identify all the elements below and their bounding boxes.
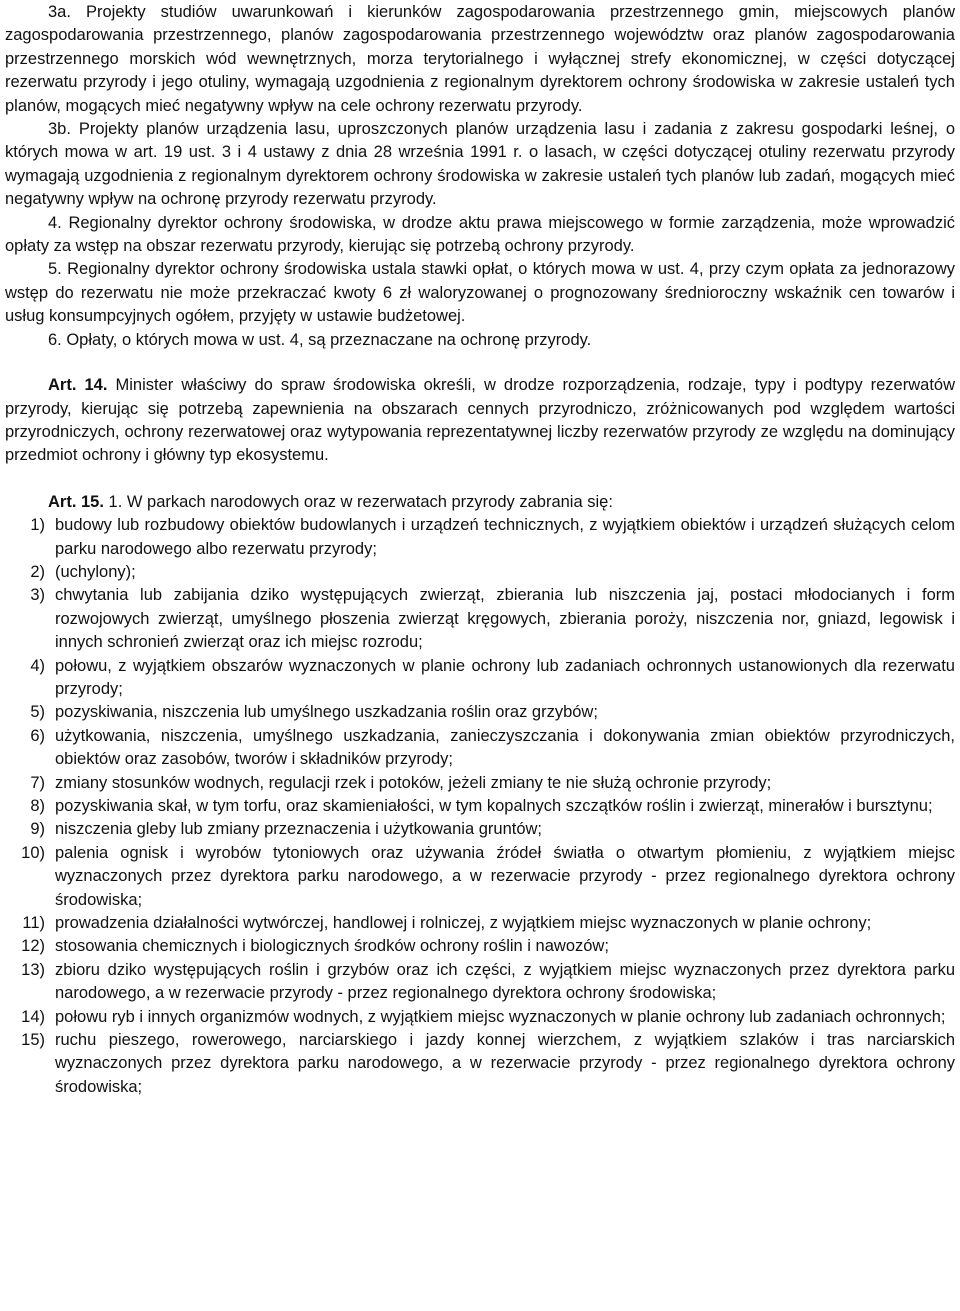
list-item-number: 5) <box>30 703 45 722</box>
list-item <box>5 912 955 935</box>
list-item-number: 15) <box>21 1031 45 1050</box>
list-item-number: 7) <box>30 773 45 792</box>
article-15-list <box>5 514 955 1099</box>
list-item-text: (uchylony); <box>55 562 136 581</box>
list-item-number: 13) <box>21 960 45 979</box>
article-15-intro <box>5 491 955 514</box>
list-item-text: pozyskiwania, niszczenia lub umyślnego uszkadzania roślin oraz grzybów; <box>55 703 598 722</box>
list-item-number: 12) <box>21 937 45 956</box>
list-item-text: zmiany stosunków wodnych, regulacji rzek i potoków, jeżeli zmiany te nie służą ochronie przyrody; <box>55 773 772 792</box>
list-item-text: pozyskiwania skał, w tym torfu, oraz skamieniałości, w tym kopalnych szczątków roślin i zwierząt, minerałów i bursztynu; <box>55 797 933 815</box>
list-item-text: zbioru dziko występujących roślin i grzybów oraz ich części, z wyjątkiem miejsc wyznaczonych przez dyrektora parku narodowego, a w rezerwacie przyrody - przez regionalnego dyrektora ochrony środowiska; <box>55 960 955 1003</box>
list-item-text: chwytania lub zabijania dziko występujących zwierząt, zbierania lub niszczenia jaj, postaci młodocianych i form rozwojowych zwierząt, umyślnego płoszenia zwierząt kręgowych, zbierania poroży, niszczenia nor, gniazd, legowisk i innych schronień zwierząt oraz ich miejsc rozrodu; <box>55 586 955 652</box>
list-item-number: 11) <box>22 914 45 933</box>
list-item-number: 4) <box>30 656 45 675</box>
list-item-text: prowadzenia działalności wytwórczej, handlowej i rolniczej, z wyjątkiem miejsc wyznaczonych w planie ochrony; <box>55 914 872 933</box>
paragraph-5: 5. Regionalny dyrektor ochrony środowiska ustala stawki opłat, o których mowa w ust. 4, przy czym opłata za jednorazowy wstęp do rezerwatu nie może przekraczać kwoty 6 zł waloryzowanej o prognozowany średnioroczny wskaźnik cen towarów i usług konsumpcyjnych ogółem, przyjęty w ustawie budżetowej. <box>5 260 955 326</box>
article-15-text: 1. W parkach narodowych oraz w rezerwatach przyrody zabrania się: <box>103 492 613 511</box>
list-item <box>5 959 955 1006</box>
list-item-text: połowu, z wyjątkiem obszarów wyznaczonych w planie ochrony lub zadaniach ochronnych ustanowionych dla rezerwatu przyrody; <box>55 656 955 698</box>
list-item-text: budowy lub rozbudowy obiektów budowlanych i urządzeń technicznych, z wyjątkiem obiektów i urządzeń służących celom parku narodowego albo rezerwatu przyrody; <box>55 516 955 558</box>
list-item <box>5 584 955 654</box>
list-item-number: 1) <box>30 516 45 535</box>
list-item <box>5 655 955 702</box>
article-14-label: Art. 14. <box>48 376 108 395</box>
list-item-number: 10) <box>21 843 45 862</box>
spacer <box>5 352 955 374</box>
list-item-number: 8) <box>30 797 45 815</box>
list-item <box>5 935 955 958</box>
list-item-number: 2) <box>30 562 45 581</box>
article-14 <box>5 374 955 468</box>
list-item <box>5 1029 955 1099</box>
list-item <box>5 795 955 818</box>
paragraph-3b: 3b. Projekty planów urządzenia lasu, uproszczonych planów urządzenia lasu i zadania z zakresu gospodarki leśnej, o których mowa w art. 19 ust. 3 i 4 ustawy z dnia 28 września 1991 r. o lasach, w części dotyczącej otuliny rezerwatu przyrody wymagają uzgodnienia z regionalnym dyrektorem ochrony środowiska w zakresie ustaleń tych planów lub zadań, mogących mieć negatywny wpływ na ochronę przyrody rezerwatu przyrody. <box>5 120 955 209</box>
list-item-text: połowu ryb i innych organizmów wodnych, z wyjątkiem miejsc wyznaczonych w planie ochrony lub zadaniach ochronnych; <box>55 1007 946 1026</box>
list-item <box>5 514 955 561</box>
article-14-text: Minister właściwy do spraw środowiska określi, w drodze rozporządzenia, rodzaje, typy i podtypy rezerwatów przyrody, kierując się potrzebą zapewnienia na obszarach cennych przyrodniczo, zróżnicowanych pod względem wartości przyrodniczych, ochrony rezerwatowej oraz wytypowania reprezentatywnej liczby rezerwatów przyrody ze względu na dominujący przedmiot ochrony i główny typ ekosystemu. <box>5 376 955 465</box>
article-15-label: Art. 15. <box>48 492 104 511</box>
list-item <box>5 725 955 772</box>
list-item <box>5 842 955 912</box>
paragraph-4: 4. Regionalny dyrektor ochrony środowiska, w drodze aktu prawa miejscowego w formie zarządzenia, może wprowadzić opłaty za wstęp na obszar rezerwatu przyrody, kierując się potrzebą ochrony przyrody. <box>5 213 955 256</box>
list-item-number: 3) <box>30 586 45 605</box>
paragraph-3a: 3a. Projekty studiów uwarunkowań i kierunków zagospodarowania przestrzennego gmin, miejscowych planów zagospodarowania przestrzennego, planów zagospodarowania przestrzennego województw oraz planów zagospodarowania przestrzennego morskich wód wewnętrznych, morza terytorialnego i wyłącznej strefy ekonomicznej, w części dotyczącej rezerwatu przyrody i jego otuliny, wymagają uzgodnienia z regionalnym dyrektorem ochrony środowiska w zakresie ustaleń tych planów, mogących mieć negatywny wpływ na cele ochrony rezerwatu przyrody. <box>5 3 955 115</box>
list-item-number: 14) <box>21 1007 45 1026</box>
list-item <box>5 818 955 841</box>
list-item-number: 9) <box>30 820 45 839</box>
list-item <box>5 561 955 584</box>
spacer <box>5 468 955 491</box>
paragraph-6: 6. Opłaty, o których mowa w ust. 4, są przeznaczane na ochronę przyrody. <box>48 330 592 349</box>
list-item-text: stosowania chemicznych i biologicznych środków ochrony roślin i nawozów; <box>55 937 609 956</box>
list-item <box>5 1006 955 1029</box>
list-item <box>5 772 955 795</box>
list-item-text: użytkowania, niszczenia, umyślnego uszkadzania, zanieczyszczania i dokonywania zmian obiektów przyrodniczych, obiektów oraz zasobów, tworów i składników przyrody; <box>55 726 955 769</box>
list-item-number: 6) <box>30 726 45 745</box>
list-item <box>5 701 955 724</box>
list-item-text: palenia ognisk i wyrobów tytoniowych oraz używania źródeł światła o otwartym płomieniu, z wyjątkiem miejsc wyznaczonych przez dyrektora parku narodowego, a w rezerwacie przyrody - przez regionalnego dyrektora ochrony środowiska; <box>55 843 955 909</box>
list-item-text: ruchu pieszego, rowerowego, narciarskiego i jazdy konnej wierzchem, z wyjątkiem szlaków i tras narciarskich wyznaczonych przez dyrektora parku narodowego, a w rezerwacie przyrody - przez regionalnego dyrektora ochrony środowiska; <box>55 1031 955 1096</box>
list-item-text: niszczenia gleby lub zmiany przeznaczenia i użytkowania gruntów; <box>55 820 542 839</box>
